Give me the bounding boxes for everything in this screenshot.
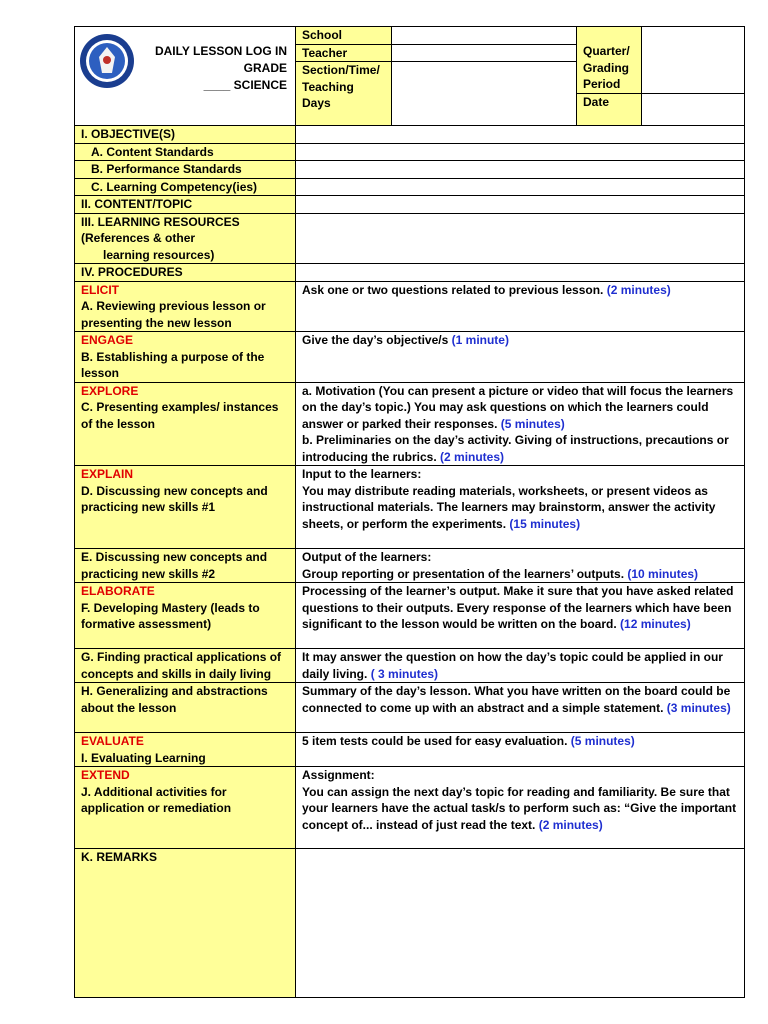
explain-content: Input to the learners: You may distribute reading materials, worksheets, or present videos as instructional materials. The learners may brainstorm, answer the activity sheets, or perform the experiments. (15 minutes) [296, 466, 745, 549]
explore-label: EXPLORE C. Presenting examples/ instances of the lesson [75, 382, 296, 466]
objectives-label: I. OBJECTIVE(S) [75, 126, 296, 144]
header-table [74, 26, 745, 126]
school-field[interactable] [392, 27, 577, 45]
quarter-field[interactable] [642, 27, 745, 94]
header-title-cell [75, 27, 296, 126]
date-field[interactable] [642, 94, 745, 126]
school-label: School [296, 27, 392, 45]
content-standards-label: A. Content Standards [75, 143, 296, 161]
practical-content: It may answer the question on how the day’s topic could be applied in our daily living. ( 3 minutes) [296, 649, 745, 683]
evaluate-content: 5 item tests could be used for easy evaluation. (5 minutes) [296, 733, 745, 767]
content-topic-field[interactable] [296, 196, 745, 214]
lesson-log-table [74, 125, 745, 998]
elaborate-label: ELABORATE F. Developing Mastery (leads to formative assessment) [75, 583, 296, 649]
header-title-line3: ____ SCIENCE [203, 78, 287, 92]
explore-content: a. Motivation (You can present a picture or video that will focus the learners on the day’s topic.) You may ask questions on which the learners could answer or parked their responses. (5 minutes) b. Preliminaries on the day’s activity. Giving of instructions, precautions or introducing the rubrics. (2 minutes) [296, 382, 745, 466]
header-title-line1: DAILY LESSON LOG IN [154, 44, 287, 58]
content-topic-label: II. CONTENT/TOPIC [75, 196, 296, 214]
teacher-label: Teacher [296, 44, 392, 62]
elicit-content: Ask one or two questions related to previous lesson. (2 minutes) [296, 281, 745, 332]
competency-field[interactable] [296, 178, 745, 196]
extend-content: Assignment: You can assign the next day’s topic for reading and familiarity. Be sure that your learners have the actual task/s to perform such as: “Give the important concept of... instead of just read the text. (2 minutes) [296, 767, 745, 849]
discuss2-content: Output of the learners: Group reporting or presentation of the learners’ outputs. (10 minutes) [296, 549, 745, 583]
deped-seal-icon [79, 33, 135, 89]
practical-label: G. Finding practical applications of concepts and skills in daily living [75, 649, 296, 683]
generalizing-label: H. Generalizing and abstractions about the lesson [75, 683, 296, 733]
section-field[interactable] [392, 62, 577, 126]
objectives-field[interactable] [296, 126, 745, 144]
learning-resources-field[interactable] [296, 213, 745, 264]
engage-label: ENGAGE B. Establishing a purpose of the lesson [75, 332, 296, 383]
content-standards-field[interactable] [296, 143, 745, 161]
header-title-line2: GRADE [243, 61, 287, 75]
generalizing-content: Summary of the day’s lesson. What you have written on the board could be connected to come up with an abstract and a simple statement. (3 minutes) [296, 683, 745, 733]
date-label: Date [577, 94, 642, 126]
elicit-label: ELICIT A. Reviewing previous lesson or presenting the new lesson [75, 281, 296, 332]
teacher-field[interactable] [392, 44, 577, 62]
explain-label: EXPLAIN D. Discussing new concepts and practicing new skills #1 [75, 466, 296, 549]
elaborate-content: Processing of the learner’s output. Make it sure that you have asked related questions to their outputs. Every response of the learners which have been significant to the lesson would be written on the board. (12 minutes) [296, 583, 745, 649]
procedures-field[interactable] [296, 264, 745, 282]
performance-standards-field[interactable] [296, 161, 745, 179]
learning-resources-label: III. LEARNING RESOURCES (References & other learning resources) [75, 213, 296, 264]
remarks-field[interactable] [296, 849, 745, 998]
section-label: Section/Time/ Teaching Days [296, 62, 392, 126]
procedures-label: IV. PROCEDURES [75, 264, 296, 282]
engage-content: Give the day’s objective/s (1 minute) [296, 332, 745, 383]
extend-label: EXTEND J. Additional activities for application or remediation [75, 767, 296, 849]
performance-standards-label: B. Performance Standards [75, 161, 296, 179]
evaluate-label: EVALUATE I. Evaluating Learning [75, 733, 296, 767]
remarks-label: K. REMARKS [75, 849, 296, 998]
competency-label: C. Learning Competency(ies) [75, 178, 296, 196]
discuss2-label: E. Discussing new concepts and practicing new skills #2 [75, 549, 296, 583]
quarter-label: Quarter/ Grading Period [577, 27, 642, 94]
